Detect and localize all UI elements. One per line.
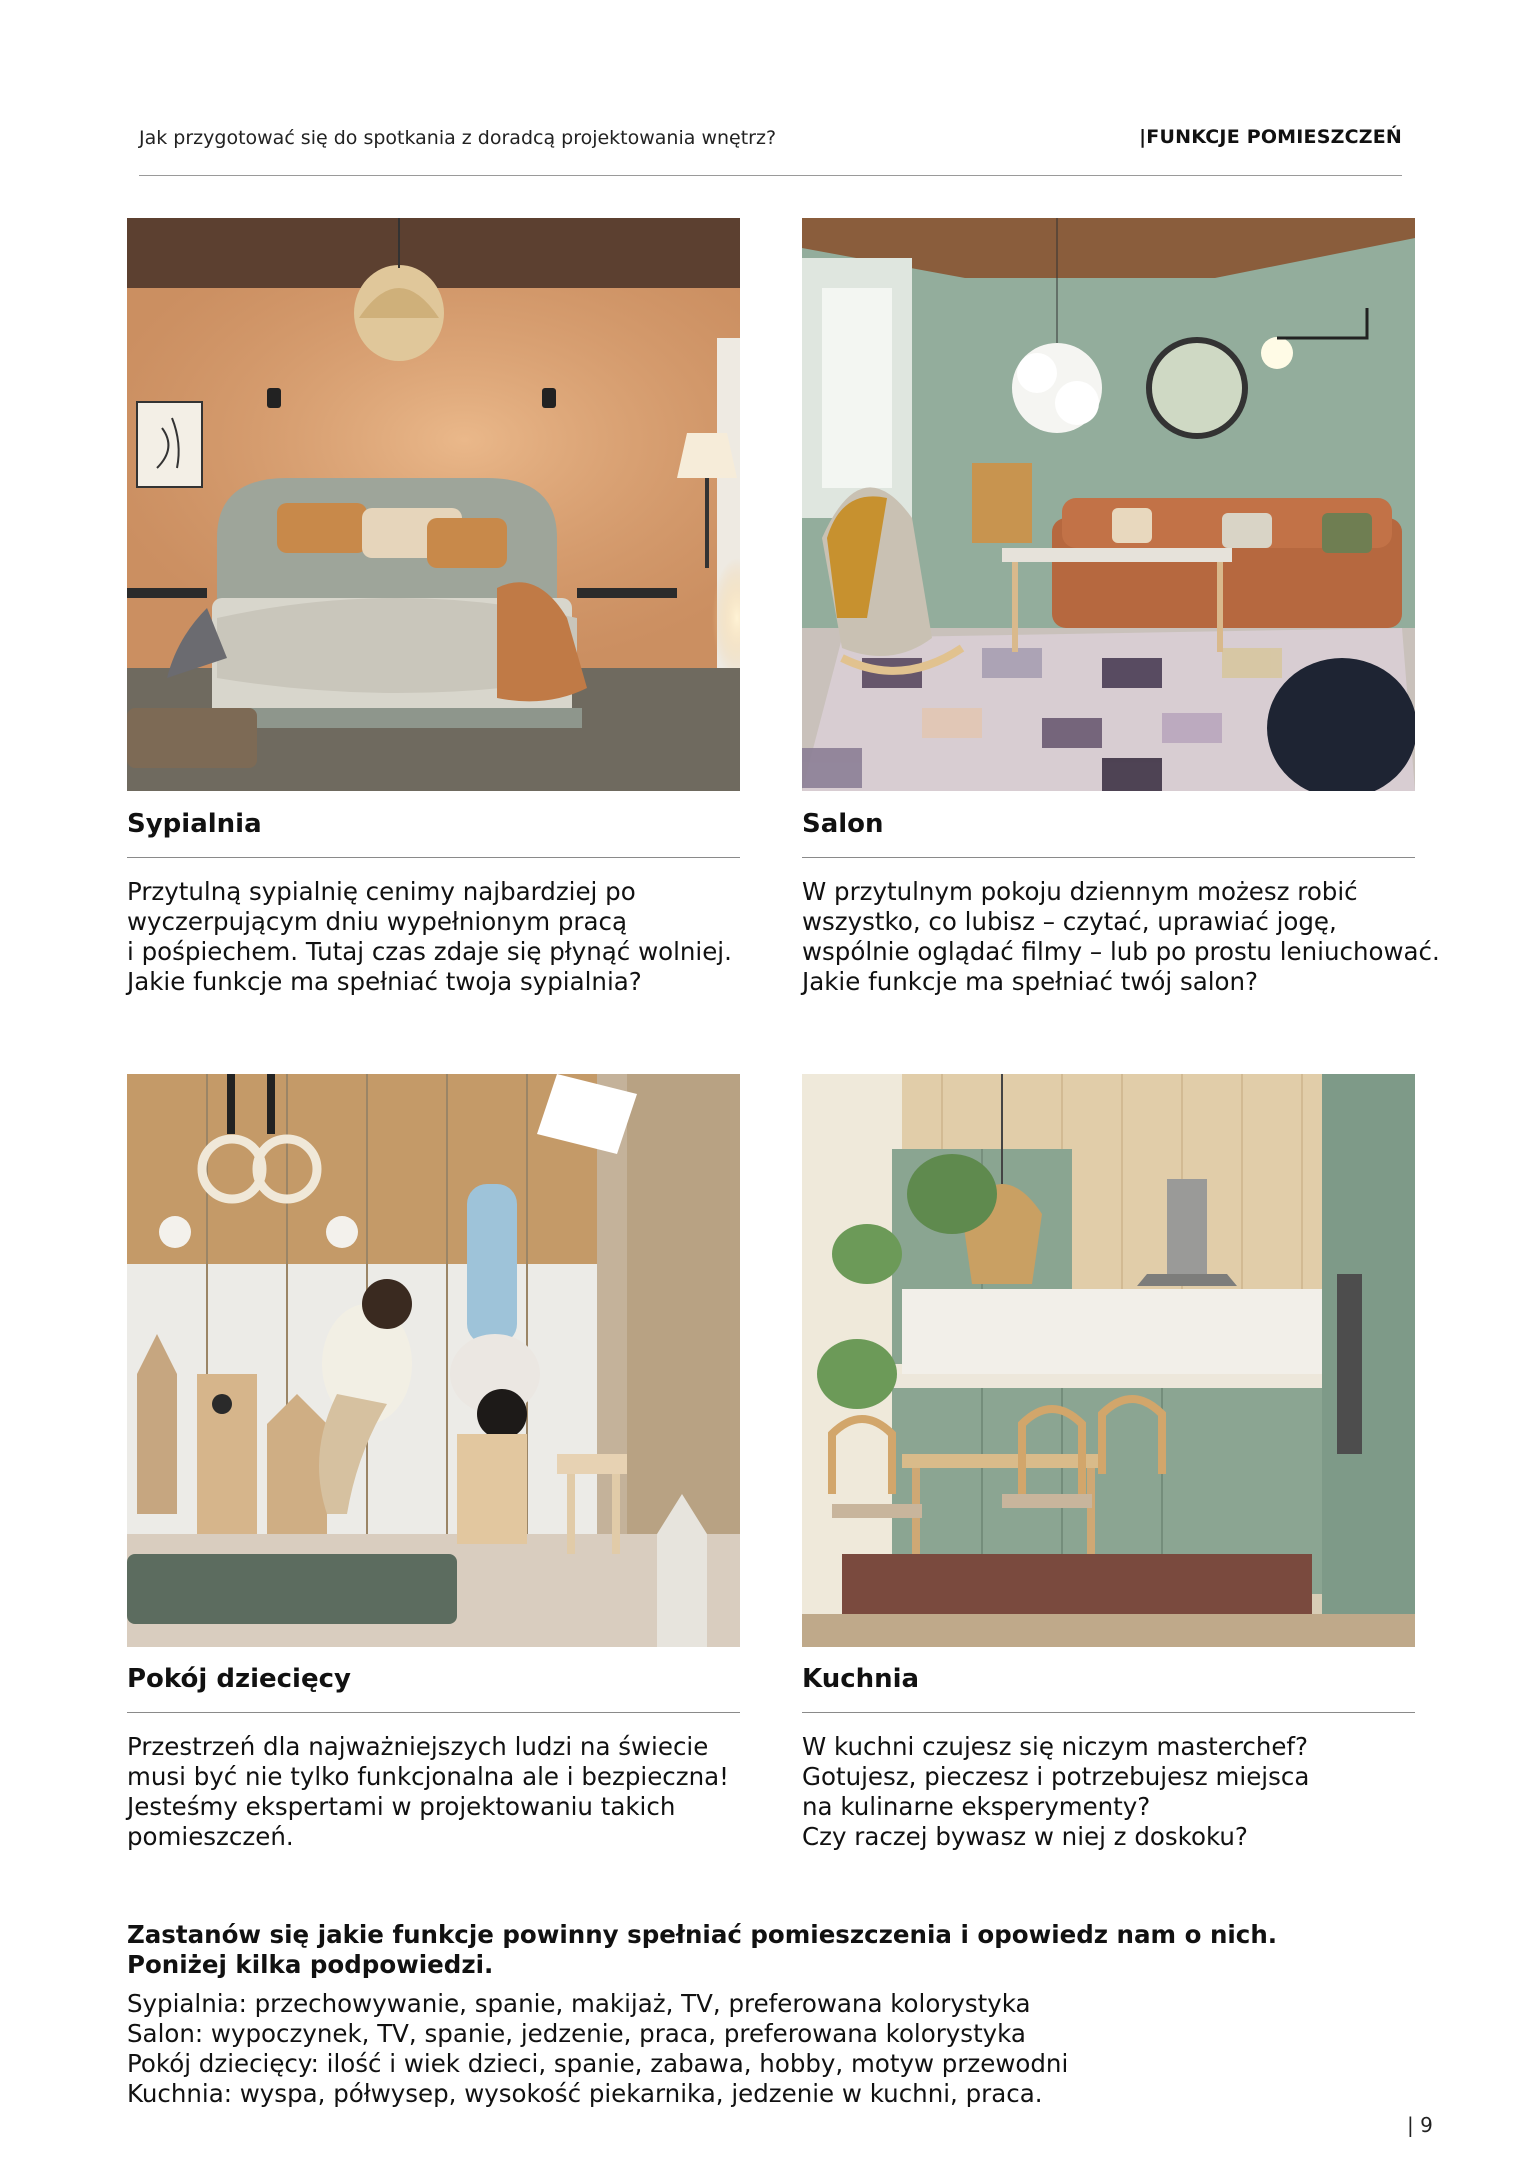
bedroom-description-line: Przytulną sypialnię cenimy najbardziej po: [127, 877, 636, 906]
bedroom-description-line: wyczerpującym dniu wypełnionym pracą: [127, 907, 627, 936]
kitchen-description-line: Gotujesz, pieczesz i potrzebujesz miejsca: [802, 1762, 1310, 1791]
tips-heading-line: Zastanów się jakie funkcje powinny spełniać pomieszczenia i opowiedz nam o nich.: [127, 1920, 1278, 1949]
kids-room-description-line: Jesteśmy ekspertami w projektowaniu takich: [127, 1792, 676, 1821]
section-label: |FUNKCJE POMIESZCZEŃ: [1139, 126, 1402, 148]
bedroom-title: Sypialnia: [127, 809, 262, 839]
bedroom-divider: [127, 857, 740, 858]
tips-heading: [127, 1920, 1277, 1980]
kitchen-photo: [802, 1074, 1415, 1647]
bedroom-description-line: Jakie funkcje ma spełniać twoja sypialnia?: [127, 967, 642, 996]
tips-heading-line: Poniżej kilka podpowiedzi.: [127, 1950, 494, 1979]
kids-room-description-line: musi być nie tylko funkcjonalna ale i bezpieczna!: [127, 1762, 729, 1791]
living-room-description-line: wszystko, co lubisz – czytać, uprawiać jogę,: [802, 907, 1337, 936]
kitchen-description-line: Czy raczej bywasz w niej z doskoku?: [802, 1822, 1248, 1851]
kitchen-divider: [802, 1712, 1415, 1713]
kids-room-description-line: pomieszczeń.: [127, 1822, 294, 1851]
living-room-description-line: W przytulnym pokoju dziennym możesz robić: [802, 877, 1358, 906]
bedroom-photo: [127, 218, 740, 791]
kids-room-divider: [127, 1712, 740, 1713]
bedroom-description: [127, 877, 747, 997]
living-room-description-line: Jakie funkcje ma spełniać twój salon?: [802, 967, 1259, 996]
living-room-title: Salon: [802, 809, 884, 839]
living-room-photo: [802, 218, 1415, 791]
tips-list-item: Kuchnia: wyspa, półwysep, wysokość piekarnika, jedzenie w kuchni, praca.: [127, 2079, 1043, 2108]
living-room-description: [802, 877, 1440, 997]
document-title: Jak przygotować się do spotkania z doradcą projektowania wnętrz?: [139, 127, 777, 149]
header-divider: [139, 175, 1402, 176]
kids-room-description: [127, 1732, 747, 1852]
bedroom-description-line: i pośpiechem. Tutaj czas zdaje się płynąć wolniej.: [127, 937, 732, 966]
kids-room-title: Pokój dziecięcy: [127, 1664, 351, 1694]
tips-list-item: Salon: wypoczynek, TV, spanie, jedzenie, praca, preferowana kolorystyka: [127, 2019, 1026, 2048]
kitchen-title: Kuchnia: [802, 1664, 920, 1694]
kitchen-description-line: na kulinarne eksperymenty?: [802, 1792, 1151, 1821]
kids-room-photo: [127, 1074, 740, 1647]
tips-list-item: Pokój dziecięcy: ilość i wiek dzieci, spanie, zabawa, hobby, motyw przewodni: [127, 2049, 1069, 2078]
kitchen-description-line: W kuchni czujesz się niczym masterchef?: [802, 1732, 1309, 1761]
living-room-description-line: wspólnie oglądać filmy – lub po prostu leniuchować.: [802, 937, 1440, 966]
tips-list-item: Sypialnia: przechowywanie, spanie, makijaż, TV, preferowana kolorystyka: [127, 1989, 1031, 2018]
tips-list: [127, 1989, 1068, 2109]
kids-room-description-line: Przestrzeń dla najważniejszych ludzi na świecie: [127, 1732, 709, 1761]
kitchen-description: [802, 1732, 1422, 1852]
living-room-divider: [802, 857, 1415, 858]
page-number: | 9: [1407, 2113, 1433, 2137]
